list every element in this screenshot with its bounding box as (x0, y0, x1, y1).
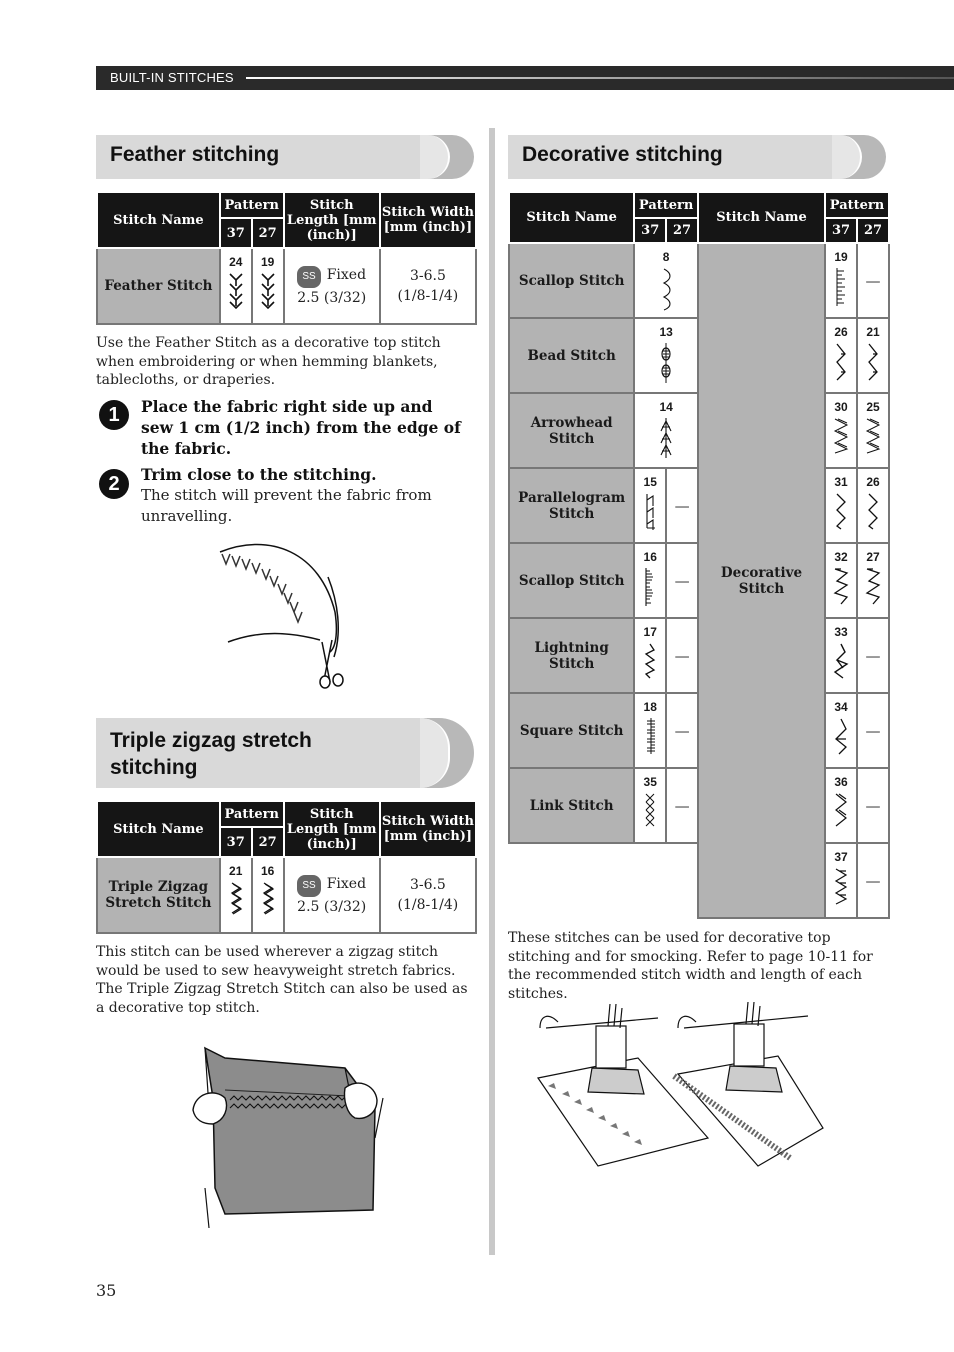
pattern-number: 14 (659, 400, 673, 414)
th-length: Stitch Length [mm (inch)] (284, 192, 380, 248)
feather-title: Feather stitching (110, 143, 280, 166)
pattern-number: 27 (866, 550, 880, 564)
decorative-title: Decorative stitching (522, 143, 723, 166)
pattern-number: 17 (643, 625, 657, 639)
th-37: 37 (220, 827, 252, 857)
link-stitch-icon (643, 792, 657, 830)
pattern-number: 25 (866, 400, 880, 414)
parallelogram-stitch-icon (643, 492, 657, 532)
th-37: 37 (220, 218, 252, 248)
pattern-number: 21 (866, 325, 880, 339)
column-divider (489, 128, 495, 1255)
step-number: 1 (99, 400, 129, 430)
decorative-table-left (508, 191, 699, 844)
width-inch: (1/8-1/4) (397, 897, 459, 913)
length-value: 2.5 (3/32) (297, 289, 367, 306)
decorative-stitch-icon (833, 567, 849, 605)
pattern-37 (634, 543, 666, 618)
ss-badge: SS (297, 875, 320, 897)
pattern-number: 26 (834, 325, 848, 339)
sweater-illustration (185, 1038, 385, 1230)
th-stitch-name: Stitch Name (698, 192, 825, 243)
width-value: 3-6.5 (409, 268, 446, 284)
pattern-37 (825, 843, 857, 918)
triple-title-line1: Triple zigzag stretch (110, 729, 312, 752)
pattern-27 (252, 248, 284, 324)
step-instruction: Trim close to the stitching. (141, 465, 377, 484)
triple-section-header (96, 718, 474, 788)
pattern-27 (857, 393, 889, 468)
pattern-27: — (857, 768, 889, 843)
th-stitch-name: Stitch Name (509, 192, 634, 243)
triple-title-line2: stitching (110, 756, 198, 779)
pattern-37 (634, 618, 666, 693)
decorative-stitch-icon (865, 567, 881, 605)
feather-description: Use the Feather Stitch as a decorative top stitch when embroidering or when hemming blankets, tablecloths, or draperies. (96, 335, 441, 388)
decorative-table-right (697, 191, 890, 919)
pattern-27: — (666, 693, 698, 768)
decorative-stitch-icon (866, 492, 880, 530)
length-cell (284, 857, 380, 933)
stitch-name: Scallop Stitch (509, 243, 634, 318)
feather-section-header (96, 135, 474, 179)
pattern-27: — (857, 843, 889, 918)
stitch-name: Scallop Stitch (509, 543, 634, 618)
pattern-37 (825, 543, 857, 618)
decorative-stitch-icon (866, 342, 880, 382)
pattern-number: 16 (260, 864, 275, 878)
pattern-number: 13 (659, 325, 673, 339)
stitch-name: Link Stitch (509, 768, 634, 843)
page-number: 35 (96, 1281, 117, 1300)
pattern-37 (634, 393, 698, 468)
pattern-27 (252, 857, 284, 933)
th-27: 27 (252, 218, 284, 248)
pattern-37 (634, 318, 698, 393)
decorative-stitch-icon (834, 267, 848, 307)
pattern-number: 8 (662, 250, 670, 264)
pattern-37 (825, 393, 857, 468)
pattern-27: — (857, 618, 889, 693)
pattern-number: 34 (834, 700, 848, 714)
pattern-27: — (666, 768, 698, 843)
decorative-stitch-icon (833, 417, 849, 455)
th-stitch-name: Stitch Name (97, 192, 220, 248)
pattern-37 (825, 243, 857, 318)
triple-table (96, 800, 477, 934)
pattern-37 (220, 248, 252, 324)
header-bar (96, 66, 954, 90)
stitch-name: Arrowhead Stitch (509, 393, 634, 468)
triple-zigzag-icon (261, 881, 275, 917)
th-pattern: Pattern (634, 192, 698, 218)
pattern-37 (634, 768, 666, 843)
ss-badge: SS (297, 266, 320, 288)
pattern-number: 15 (643, 475, 657, 489)
stitch-name: Bead Stitch (509, 318, 634, 393)
decorative-stitch-icon (833, 867, 849, 905)
th-width: Stitch Width [mm (inch)] (380, 192, 476, 248)
decorative-stitch-icon (833, 717, 849, 755)
width-inch: (1/8-1/4) (397, 288, 459, 304)
decorative-stitch-icon (833, 642, 849, 680)
step-instruction: Place the fabric right side up and sew 1 cm (1/2 inch) from the edge of the fabric. (141, 397, 461, 458)
lightning-stitch-icon (643, 642, 657, 680)
width-cell (380, 248, 476, 324)
th-27: 27 (666, 218, 698, 243)
th-pattern: Pattern (825, 192, 889, 218)
pattern-number: 32 (834, 550, 848, 564)
decorative-stitch-icon (833, 792, 849, 830)
pattern-27 (857, 543, 889, 618)
section-label: BUILT-IN STITCHES (110, 70, 234, 85)
pattern-37 (825, 768, 857, 843)
feather-stitch-icon (228, 272, 244, 310)
th-length: Stitch Length [mm (inch)] (284, 801, 380, 857)
pattern-27: — (666, 543, 698, 618)
pattern-number: 16 (643, 550, 657, 564)
arrowhead-stitch-icon (659, 417, 673, 459)
triple-title (110, 727, 312, 781)
pattern-27 (857, 318, 889, 393)
length-fixed: Fixed (326, 266, 367, 283)
pattern-number: 33 (834, 625, 848, 639)
feather-table (96, 191, 477, 325)
square-stitch-icon (643, 717, 657, 755)
pattern-27 (857, 468, 889, 543)
pattern-number: 19 (834, 250, 848, 264)
pattern-37 (634, 468, 666, 543)
pattern-27: — (666, 468, 698, 543)
pattern-37 (825, 693, 857, 768)
pattern-27: — (857, 243, 889, 318)
length-value: 2.5 (3/32) (297, 898, 367, 915)
th-37: 37 (634, 218, 666, 243)
pattern-number: 24 (229, 255, 243, 269)
th-pattern: Pattern (220, 801, 284, 827)
pattern-37 (634, 693, 666, 768)
decorative-stitch-icon (865, 417, 881, 455)
pattern-37 (634, 243, 698, 318)
pattern-number: 18 (643, 700, 657, 714)
pattern-number: 35 (643, 775, 657, 789)
length-fixed: Fixed (326, 875, 367, 892)
scallop-stitch-icon (660, 267, 672, 311)
pattern-37 (825, 468, 857, 543)
pattern-number: 37 (834, 850, 848, 864)
decorative-section-header (508, 135, 886, 179)
th-37: 37 (825, 218, 857, 243)
step-note: The stitch will prevent the fabric from unravelling. (141, 486, 432, 525)
pattern-number: 26 (866, 475, 880, 489)
pattern-number: 31 (834, 475, 848, 489)
width-cell (380, 857, 476, 933)
pattern-number: 30 (834, 400, 848, 414)
pattern-37 (825, 318, 857, 393)
stitch-name: Decorative Stitch (698, 243, 825, 918)
th-27: 27 (252, 827, 284, 857)
step-number: 2 (99, 469, 129, 499)
triple-zigzag-icon (229, 881, 243, 917)
pattern-number: 36 (834, 775, 848, 789)
th-27: 27 (857, 218, 889, 243)
th-width: Stitch Width [mm (inch)] (380, 801, 476, 857)
stitch-name: Lightning Stitch (509, 618, 634, 693)
pattern-27: — (857, 693, 889, 768)
decorative-description: These stitches can be used for decorative top stitching and for smocking. Refer to page 10-11 for the recommended stitch width and length of each stitches. (508, 930, 873, 1002)
th-pattern: Pattern (220, 192, 284, 218)
header-rule (246, 77, 954, 79)
stitch-name: Square Stitch (509, 693, 634, 768)
fabric-trim-illustration (210, 532, 360, 690)
pattern-27: — (666, 618, 698, 693)
width-value: 3-6.5 (409, 877, 446, 893)
pattern-number: 21 (229, 864, 243, 878)
length-cell (284, 248, 380, 324)
stitch-name: Feather Stitch (97, 248, 220, 324)
stitch-name: Parallelogram Stitch (509, 468, 634, 543)
triple-description: This stitch can be used wherever a zigzag stitch would be used to sew heavyweight stretch fabrics. The Triple Zigzag Stretch Stitch can also be used as a decorative top stitch. (96, 944, 468, 1016)
decorative-stitch-icon (834, 492, 848, 530)
pattern-37 (220, 857, 252, 933)
stitch-name: Triple Zigzag Stretch Stitch (97, 857, 220, 933)
decorative-stitch-icon (834, 342, 848, 382)
pattern-number: 19 (261, 255, 275, 269)
sewing-machine-illustration (528, 998, 828, 1173)
th-stitch-name: Stitch Name (97, 801, 220, 857)
feather-stitch-icon (260, 272, 276, 310)
pattern-37 (825, 618, 857, 693)
bead-stitch-icon (660, 342, 672, 384)
scallop-stitch-icon (643, 567, 657, 607)
